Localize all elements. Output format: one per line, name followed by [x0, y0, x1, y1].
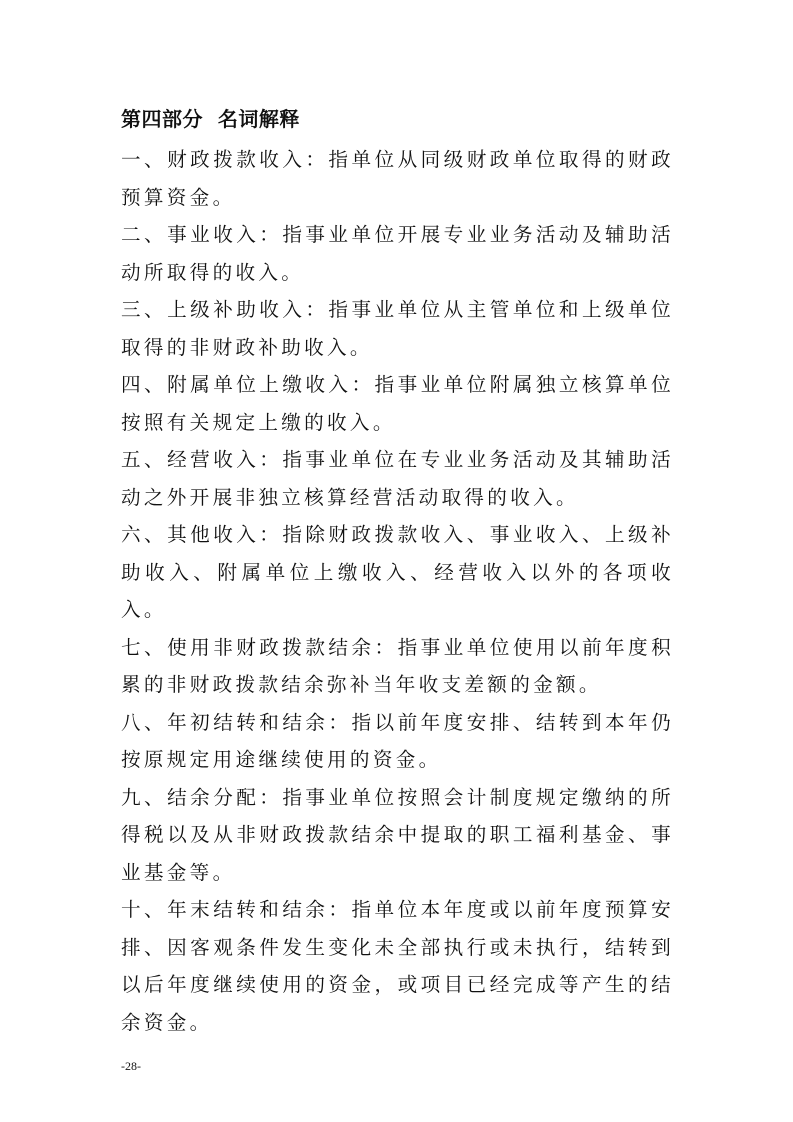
term-2: 二、事业收入：指事业单位开展专业业务活动及辅助活动所取得的收入。: [121, 223, 674, 284]
term-3: 三、上级补助收入：指事业单位从主管单位和上级单位取得的非财政补助收入。: [121, 298, 674, 359]
term-6: 六、其他收入：指除财政拨款收入、事业收入、上级补助收入、附属单位上缴收入、经营收入以外的各项收入。: [121, 523, 674, 621]
term-10: 十、年末结转和结余：指单位本年度或以前年度预算安排、因客观条件发生变化未全部执行或未执行，结转到以后年度继续使用的资金，或项目已经完成等产生的结余资金。: [121, 898, 674, 1034]
page-number: -28-: [121, 1059, 141, 1073]
term-5: 五、经营收入：指事业单位在专业业务活动及其辅助活动之外开展非独立核算经营活动取得的收入。: [121, 448, 674, 509]
term-1: 一、财政拨款收入：指单位从同级财政单位取得的财政预算资金。: [121, 148, 674, 209]
terms-list: [121, 141, 674, 1041]
term-7: 七、使用非财政拨款结余：指事业单位使用以前年度积累的非财政拨款结余弥补当年收支差额的金额。: [121, 635, 674, 696]
term-9: 九、结余分配：指事业单位按照会计制度规定缴纳的所得税以及从非财政拨款结余中提取的职工福利基金、事业基金等。: [121, 785, 674, 884]
term-4: 四、附属单位上缴收入：指事业单位附属独立核算单位按照有关规定上缴的收入。: [121, 373, 674, 434]
page-title: 第四部分 名词解释: [121, 107, 300, 131]
term-8: 八、年初结转和结余：指以前年度安排、结转到本年仍按原规定用途继续使用的资金。: [121, 710, 674, 771]
